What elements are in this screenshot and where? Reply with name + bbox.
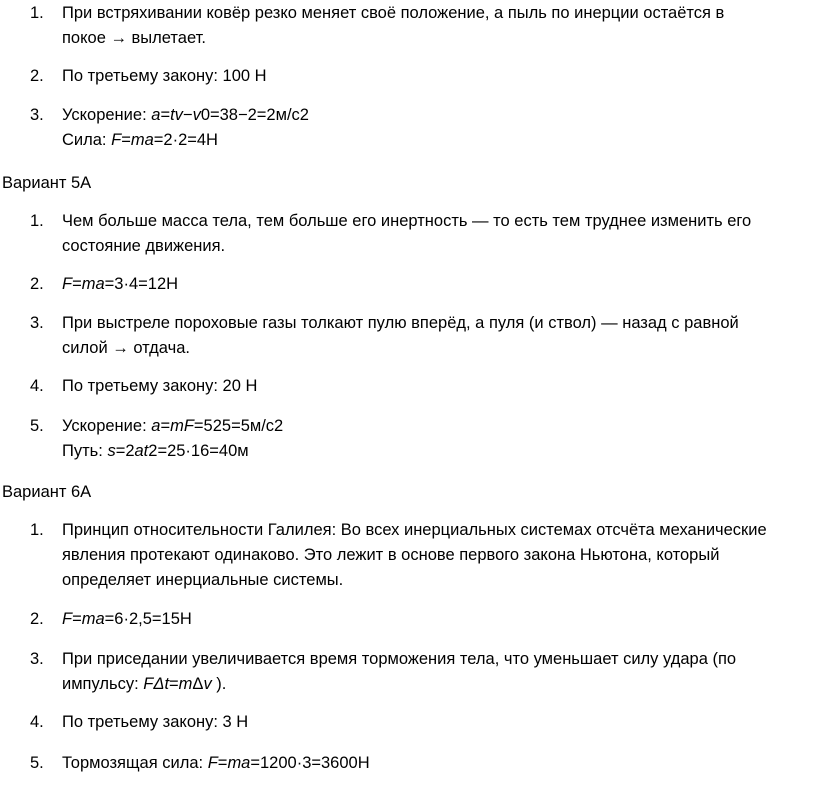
list-number: 1. [30, 212, 44, 230]
list-item [30, 1, 806, 51]
list-item [30, 607, 806, 632]
list-item [30, 647, 806, 697]
list-item [30, 209, 806, 259]
list-number: 1. [30, 521, 44, 539]
list-item [30, 710, 806, 735]
force-formula: Сила: F=ma=2·2=4Н [62, 131, 218, 149]
text-line: Чем больше масса тела, тем больше его инертность — то есть тем труднее изменить его [62, 212, 752, 230]
text-line: явления протекают одинаково. Это лежит в основе первого закона Ньютона, который [62, 546, 720, 564]
text-line: При приседании увеличивается время торможения тела, что уменьшает силу удара (по [62, 650, 737, 668]
list-item [30, 374, 806, 399]
list-number: 1. [30, 4, 44, 22]
text-line: При выстреле пороховые газы толкают пулю вперёд, а пуля (и ствол) — назад с равной [62, 314, 739, 332]
list-item [30, 272, 806, 297]
text-line: определяет инерциальные системы. [62, 571, 344, 589]
list-item [30, 518, 806, 593]
section-heading-6a: Вариант 6А [2, 483, 92, 501]
force-formula: F=ma=6·2,5=15Н [62, 610, 192, 628]
list-number: 3. [30, 314, 44, 332]
force-formula: F=ma=3·4=12Н [62, 275, 179, 293]
section-heading-5a: Вариант 5А [2, 174, 92, 192]
text-line: При встряхивании ковёр резко меняет своё положение, а пыль по инерции остаётся в [62, 4, 725, 22]
list-number: 3. [30, 650, 44, 668]
list-number: 2. [30, 67, 44, 85]
list-number: 5. [30, 754, 44, 772]
list-number: 5. [30, 417, 44, 435]
acceleration-formula: Ускорение: a=mF=525=5м/с2 [62, 417, 284, 435]
acceleration-formula: Ускорение: a=tv−v0=38−2=2м/с2 [62, 106, 309, 124]
impulse-formula: импульсу: FΔt=mΔv ). [62, 675, 227, 693]
list-number: 4. [30, 713, 44, 731]
text-line: покое → вылетает. [62, 29, 206, 47]
list-item [30, 103, 806, 153]
list-item [30, 311, 806, 361]
path-formula: Путь: s=2at2=25·16=40м [62, 442, 249, 460]
list-number: 2. [30, 275, 44, 293]
text-line: силой → отдача. [62, 339, 190, 357]
text-line: По третьему закону: 100 Н [62, 67, 267, 85]
list-number: 4. [30, 377, 44, 395]
list-item [30, 751, 806, 776]
text-line: состояние движения. [62, 237, 226, 255]
text-line: По третьему закону: 3 Н [62, 713, 249, 731]
text-line: По третьему закону: 20 Н [62, 377, 258, 395]
list-item [30, 414, 806, 464]
list-number: 3. [30, 106, 44, 124]
list-number: 2. [30, 610, 44, 628]
braking-force-formula: Тормозящая сила: F=ma=1200·3=3600Н [62, 754, 370, 772]
list-item [30, 64, 806, 89]
text-line: Принцип относительности Галилея: Во всех инерциальных системах отсчёта механические [62, 521, 767, 539]
